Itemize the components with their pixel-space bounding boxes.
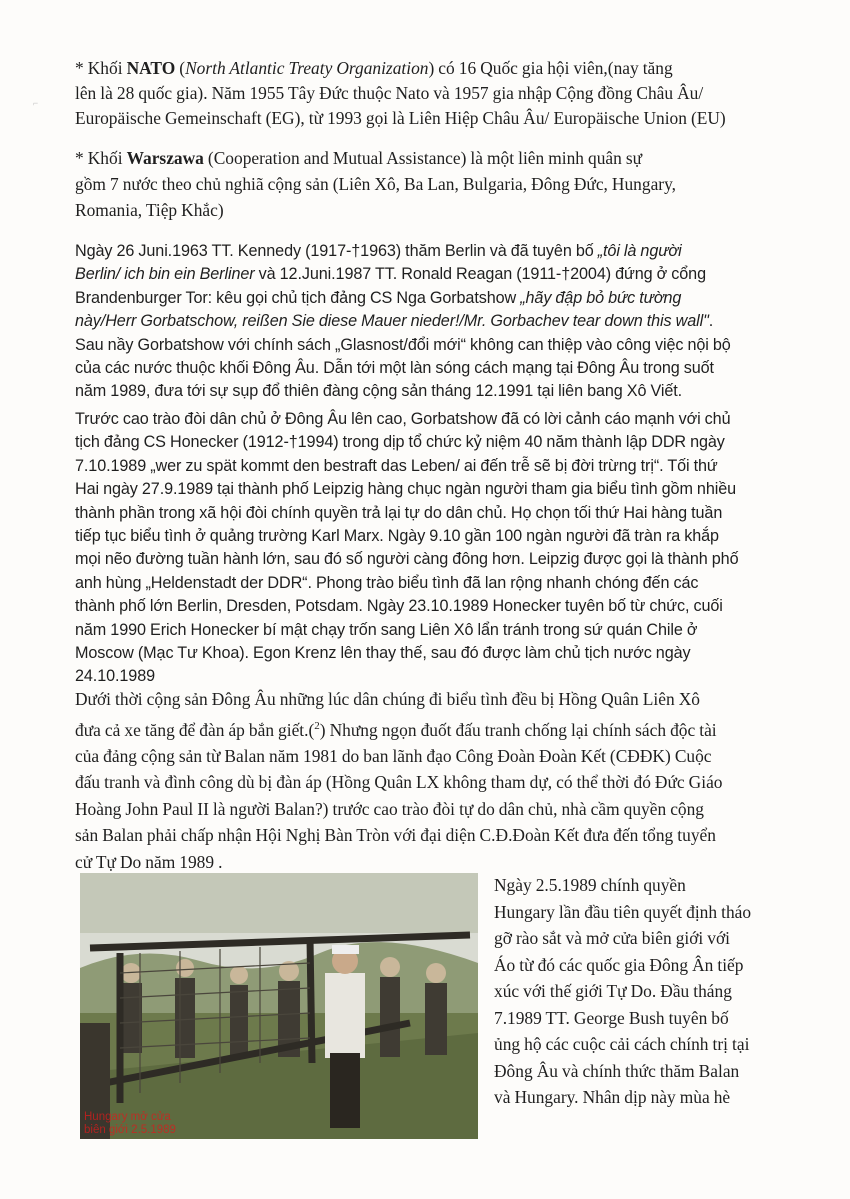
warszawa-term: Warszawa (126, 148, 204, 168)
footnote-ref: 2 (314, 719, 320, 732)
kennedy-quote: „tôi là người Berlin/ ich bin ein Berliner (75, 242, 682, 284)
reagan-quote: „hãy đập bỏ bức tường này/Herr Gorbatschow, reißen Sie diese Mauer nieder!/Mr. Gorbachev tear down this wall" (75, 288, 709, 331)
nato-rest: ) có 16 Quốc gia hội viên,(nay tăng lên là 28 quốc gia). Năm 1955 Tây Đức thuộc Nato và 1957 gia nhập Cộng đồng Châu Âu/ Europäische Gemeinschaft (EG), từ 1993 gọi là Liên Hiệp Châu Âu/ Europäische Union (EU) (75, 58, 726, 128)
paragraph-leipzig: Trước cao trào đòi dân chủ ở Đông Âu lên cao, Gorbatshow đã có lời cảnh cáo mạnh với chủ tịch đảng CS Honecker (1912-†1994) trong dịp tổ chức kỷ niệm 40 năm thành lập DDR ngày 7.10.1989 „wer zu spät kommt den bestraft das Leben/ ai đến trễ sẽ bị đời trừng trị“. Tối thứ Hai ngày 27.9.1989 tại thành phố Leipzig hàng chục ngàn người tham gia biểu tình gồm nhiều thành phần trong xã hội đòi chính quyền trả lại tự do dân chủ. Họ chọn tối thứ Hai hàng tuần tiếp tục biểu tình ở quảng trường Karl Marx. Ngày 9.10 gần 100 ngàn người đã tràn ra khắp mọi nẽo đường tuần hành lớn, sau đó số người càng đông hơn. Leipzig được gọi là thành phố anh hùng „Heldenstadt der DDR“. Phong trào biểu tình đã lan rộng nhanh chóng đến các thành phố lớn Berlin, Dresden, Potsdam. Ngày 23.10.1989 Honecker tuyên bố từ chức, cuối năm 1990 Erich Honecker bí mật chạy trốn sang Liên Xô lẩn tránh trong sứ quán Chile ở Moscow (Mạc Tư Khoa). Egon Krenz lên thay thế, sau đó được làm chủ tịch nước ngày 24.10.1989 (75, 410, 739, 686)
hungary-border-photo (80, 873, 478, 1139)
nato-term: NATO (126, 58, 176, 78)
paragraph-nato (75, 56, 795, 130)
warszawa-lead: * Khối (75, 148, 127, 168)
kennedy-text-a: Ngày 26 Juni.1963 TT. Kennedy (1917-†1963) thăm Berlin và đã tuyên bố (75, 242, 598, 260)
scan-speck: ⌐ (33, 98, 39, 108)
warszawa-rest: (Cooperation and Mutual Assistance) là một liên minh quân sự gồm 7 nước theo chủ nghiã cộng sản (Liên Xô, Ba Lan, Bulgaria, Đông Đức, Hungary, Romania, Tiệp Khắc) (75, 148, 676, 220)
nato-fullname: North Atlantic Treaty Organization (185, 58, 429, 78)
kennedy-text-b: và 12.Juni.1987 TT. Ronald Reagan (1911-†2004) đứng ở cổng Brandenburger Tor: kêu gọi chủ tịch đảng CS Nga Gorbatshow (75, 265, 706, 307)
photo-illustration (80, 873, 478, 1139)
photo-caption: Hungary mở cửa biên giới 2.5.1989 (84, 1111, 176, 1136)
poland-text-a: Dưới thời cộng sản Đông Âu những lúc dân chúng đi biểu tình đều bị Hồng Quân Liên Xô đưa cả xe tăng để đàn áp bắn giết.( (75, 689, 700, 740)
poland-text-b: ) Nhưng ngọn đuốt đấu tranh chống lại chính sách độc tài của đảng cộng sản từ Balan năm 1981 do ban lãnh đạo Công Đoàn Đoàn Kết (CĐĐK) Cuộc đấu tranh và đình công dù bị đàn áp (Hồng Quân LX không tham dự, có thể thời đó Đức Giáo Hoàng John Paul II là người Balan?) trước cao trào đòi tự do dân chủ, nhà cầm quyền cộng sản Balan phải chấp nhận Hội Nghị Bàn Tròn với đại diện C.Đ.Đoàn Kết đưa đến tổng tuyển cử Tự Do năm 1989 . (75, 719, 723, 872)
paragraph-warszawa (75, 145, 795, 223)
nato-lead: * Khối (75, 58, 127, 78)
paragraph-poland (75, 686, 795, 875)
paragraph-hungary: Ngày 2.5.1989 chính quyền Hungary lần đầu tiên quyết định tháo gỡ rào sắt và mở cửa biên giới với Áo từ đó các quốc gia Đông Ân tiếp xúc với thế giới Tự Do. Đầu tháng 7.1989 TT. George Bush tuyên bố ủng hộ các cuộc cải cách chính trị tại Đông Âu và chính thức thăm Balan và Hungary. Nhân dịp này mùa hè (494, 875, 752, 1107)
nato-paren: ( (175, 58, 186, 78)
kennedy-text-c: . Sau nầy Gorbatshow với chính sách „Glasnost/đổi mới“ không can thiệp vào công việc nội bộ của các nước thuộc khối Đông Âu. Dẫn tới một làn sóng cách mạng tại Đông Âu trong suốt năm 1989, đưa tới sự sụp đổ thiên đàng cộng sản tháng 12.1991 tại liên bang Xô Viết. (75, 312, 731, 401)
paragraph-kennedy-reagan (75, 240, 795, 404)
